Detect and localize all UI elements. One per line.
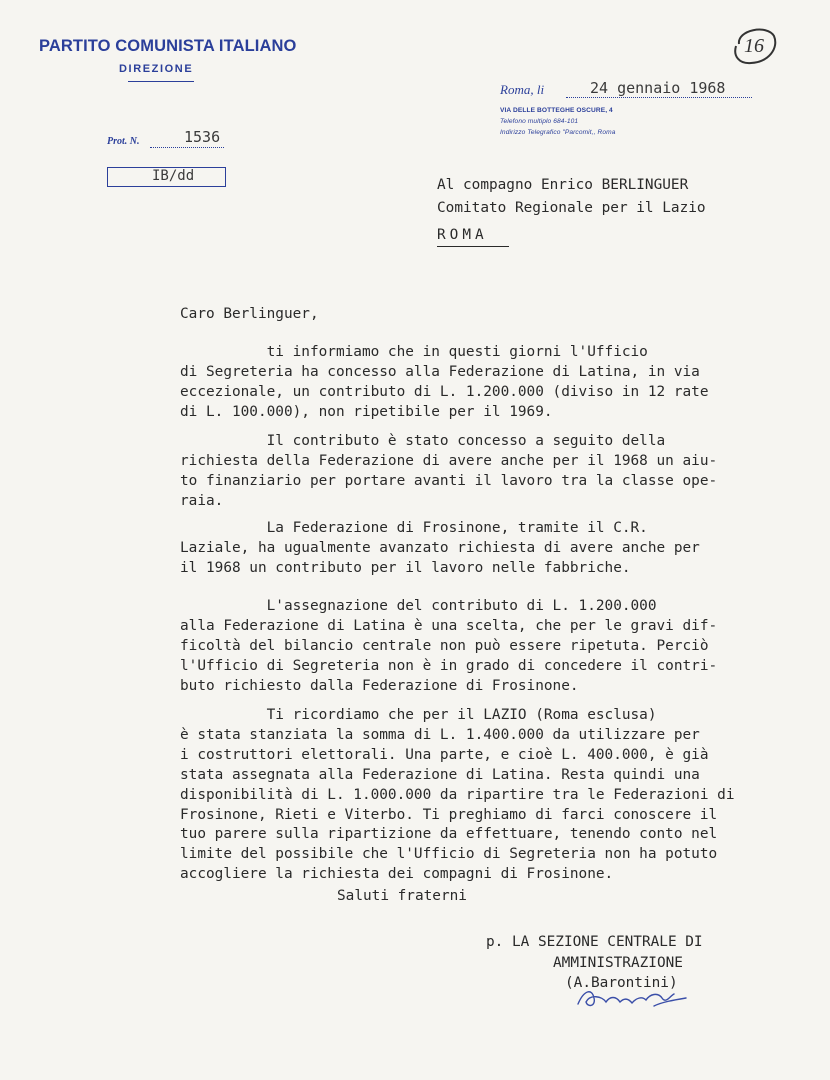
phone-line: Telefono multiplo 684-101 bbox=[500, 118, 579, 125]
recipient-city: ROMA bbox=[437, 227, 488, 243]
city-underline bbox=[437, 246, 509, 247]
protocol-label: Prot. N. bbox=[107, 136, 140, 147]
signatory-name: (A.Barontini) bbox=[565, 975, 678, 991]
protocol-dotted-line bbox=[150, 147, 224, 148]
party-name: PARTITO COMUNISTA ITALIANO bbox=[39, 37, 297, 55]
section-underline bbox=[128, 81, 194, 82]
recipient-committee: Comitato Regionale per il Lazio bbox=[437, 200, 706, 216]
handwritten-signature bbox=[570, 976, 700, 1014]
body-paragraph: Il contributo è stato concesso a seguito della richiesta della Federazione di avere anche per il 1968 un aiu- to finanziario per portare avanti il lavoro tra la classe ope- raia. bbox=[180, 433, 718, 509]
letter-date: 24 gennaio 1968 bbox=[590, 79, 726, 97]
archive-number-mark bbox=[729, 22, 779, 66]
body-paragraph: La Federazione di Frosinone, tramite il C.R. Laziale, ha ugualmente avanzato richiesta di avere anche per il 1968 un contributo per il lavoro nelle fabbriche. bbox=[180, 520, 700, 576]
signature-office: p. LA SEZIONE CENTRALE DI bbox=[486, 934, 703, 950]
body-paragraph: ti informiamo che in questi giorni l'Ufficio di Segreteria ha concesso alla Federazione di Latina, in via eccezionale, un contributo di L. 1.200.000 (diviso in 12 rate di L. 100.000), non ripetibile per il 1969. bbox=[180, 344, 709, 420]
protocol-number: 1536 bbox=[184, 128, 221, 146]
signature-department: AMMINISTRAZIONE bbox=[553, 955, 683, 971]
body-paragraph: Ti ricordiamo che per il LAZIO (Roma esclusa) è stata stanziata la somma di L. 1.400.000 da utilizzare per i costruttori elettorali. Una parte, e cioè L. 400.000, è già stata assegnata alla Federazione di Latina. Resta quindi una disponibilità di L. 1.000.000 da ripartire tra le Federazioni di Frosinone, Rieti e Viterbo. Ti preghiamo di farci conoscere il tuo parere sulla ripartizione da effettuare, tenendo conto nel limite del possibile che l'Ufficio di Segreteria non ha potuto accogliere la richiesta dei compagni di Frosinone. bbox=[180, 707, 735, 883]
place-label: Roma, li bbox=[500, 82, 545, 97]
archive-number: 16 bbox=[744, 35, 764, 57]
body-paragraph: L'assegnazione del contributo di L. 1.200.000 alla Federazione di Latina è una scelta, che per le gravi dif- ficoltà del bilancio centrale non può essere ripetuta. Perciò l'Ufficio di Segreteria non è in grado di concedere il contri- buto richiesto dalla Federazione di Frosinone. bbox=[180, 598, 718, 694]
section-name: DIREZIONE bbox=[119, 63, 194, 75]
reference-initials: IB/dd bbox=[152, 168, 195, 184]
telegraph-line: Indirizzo Telegrafico "Parcomit,, Roma bbox=[500, 129, 616, 136]
salutation: Caro Berlinguer, bbox=[180, 306, 319, 322]
address-line: VIA DELLE BOTTEGHE OSCURE, 4 bbox=[500, 107, 613, 114]
recipient-name: Al compagno Enrico BERLINGUER bbox=[437, 177, 689, 193]
date-dotted-line bbox=[566, 97, 752, 98]
closing-greeting: Saluti fraterni bbox=[337, 888, 467, 904]
